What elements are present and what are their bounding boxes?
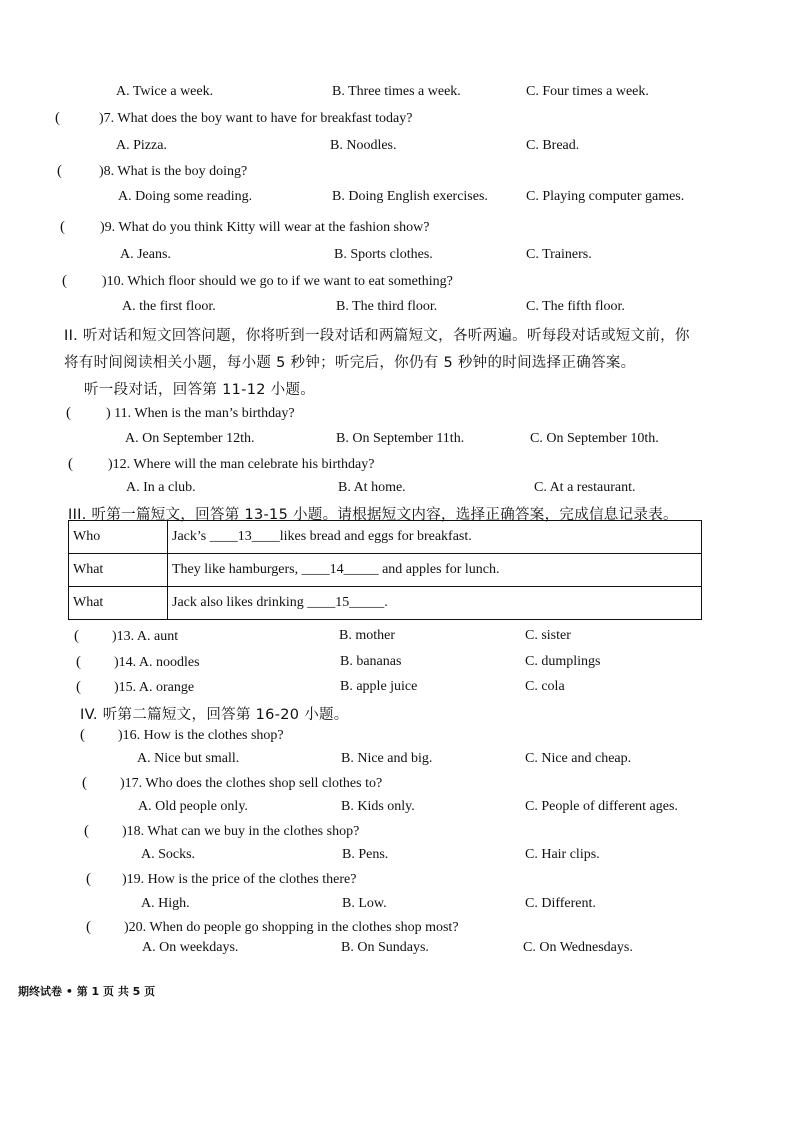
- q9-option-c: C. Trainers.: [526, 247, 592, 262]
- q13-option-b: B. mother: [339, 628, 395, 643]
- q8-option-c: C. Playing computer games.: [526, 189, 685, 204]
- answer-paren: (: [82, 775, 87, 791]
- q9-option-a: A. Jeans.: [120, 247, 171, 262]
- question-9: )9. What do you think Kitty will wear at the fashion show?: [100, 220, 430, 235]
- table-text-cell: They like hamburgers, ____14_____ and apples for lunch.: [168, 554, 702, 587]
- table-text-cell: Jack also likes drinking ____15_____.: [168, 587, 702, 620]
- section-2-instructions-line1: II. 听对话和短文回答问题，你将听到一段对话和两篇短文，各听两遍。听每段对话或短文前，你: [64, 328, 690, 344]
- answer-paren: (: [86, 871, 91, 887]
- q8-option-a: A. Doing some reading.: [118, 189, 253, 204]
- table-label-cell: Who: [69, 521, 168, 554]
- q6-option-b: B. Three times a week.: [332, 84, 461, 99]
- q18-option-b: B. Pens.: [342, 847, 389, 862]
- question-14: )14. A. noodles: [114, 655, 200, 670]
- answer-paren: (: [84, 823, 89, 839]
- q19-option-b: B. Low.: [342, 896, 387, 911]
- answer-paren: (: [55, 110, 60, 126]
- question-18: )18. What can we buy in the clothes shop?: [122, 824, 360, 839]
- information-table: [68, 520, 702, 620]
- q14-option-c: C. dumplings: [525, 654, 601, 669]
- q20-option-c: C. On Wednesdays.: [523, 940, 633, 955]
- q6-option-c: C. Four times a week.: [526, 84, 649, 99]
- table-row: [69, 521, 702, 554]
- question-11: ) 11. When is the man’s birthday?: [106, 406, 295, 421]
- table-row: [69, 554, 702, 587]
- answer-paren: (: [66, 405, 71, 421]
- q15-option-c: C. cola: [525, 679, 565, 694]
- table-label-cell: What: [69, 554, 168, 587]
- answer-paren: (: [68, 456, 73, 472]
- q10-option-a: A. the first floor.: [122, 299, 216, 314]
- q12-option-c: C. At a restaurant.: [534, 480, 636, 495]
- q12-option-b: B. At home.: [338, 480, 406, 495]
- answer-paren: (: [62, 273, 67, 289]
- q19-option-a: A. High.: [141, 896, 190, 911]
- q9-option-b: B. Sports clothes.: [334, 247, 433, 262]
- question-16: )16. How is the clothes shop?: [118, 728, 284, 743]
- question-20: )20. When do people go shopping in the clothes shop most?: [124, 920, 459, 935]
- answer-paren: (: [60, 219, 65, 235]
- question-10: )10. Which floor should we go to if we want to eat something?: [102, 274, 453, 289]
- q12-option-a: A. In a club.: [126, 480, 196, 495]
- question-12: )12. Where will the man celebrate his birthday?: [108, 457, 375, 472]
- q7-option-a: A. Pizza.: [116, 138, 167, 153]
- q17-option-b: B. Kids only.: [341, 799, 415, 814]
- q18-option-c: C. Hair clips.: [525, 847, 600, 862]
- table-label-cell: What: [69, 587, 168, 620]
- q7-option-c: C. Bread.: [526, 138, 580, 153]
- q15-option-b: B. apple juice: [340, 679, 418, 694]
- section-3-instructions: III. 听第一篇短文，回答第 13-15 小题。请根据短文内容，选择正确答案，完成信息记录表。: [68, 507, 678, 523]
- answer-paren: (: [80, 727, 85, 743]
- answer-paren: (: [86, 919, 91, 935]
- table-text-cell: Jack’s ____13____likes bread and eggs for breakfast.: [168, 521, 702, 554]
- q11-option-a: A. On September 12th.: [125, 431, 255, 446]
- q11-option-b: B. On September 11th.: [336, 431, 465, 446]
- q18-option-a: A. Socks.: [141, 847, 196, 862]
- table-row: [69, 587, 702, 620]
- q10-option-b: B. The third floor.: [336, 299, 438, 314]
- answer-paren: (: [74, 628, 79, 644]
- section-4-instructions: IV. 听第二篇短文，回答第 16-20 小题。: [80, 707, 349, 723]
- question-19: )19. How is the price of the clothes there?: [122, 872, 357, 887]
- question-17: )17. Who does the clothes shop sell clothes to?: [120, 776, 383, 791]
- q20-option-b: B. On Sundays.: [341, 940, 429, 955]
- question-7: )7. What does the boy want to have for breakfast today?: [99, 111, 413, 126]
- answer-paren: (: [76, 654, 81, 670]
- answer-paren: (: [57, 163, 62, 179]
- q10-option-c: C. The fifth floor.: [526, 299, 625, 314]
- q17-option-c: C. People of different ages.: [525, 799, 678, 814]
- q8-option-b: B. Doing English exercises.: [332, 189, 488, 204]
- question-15: )15. A. orange: [114, 680, 195, 695]
- q13-option-c: C. sister: [525, 628, 571, 643]
- q17-option-a: A. Old people only.: [138, 799, 248, 814]
- q16-option-c: C. Nice and cheap.: [525, 751, 632, 766]
- question-13: )13. A. aunt: [112, 629, 179, 644]
- q14-option-b: B. bananas: [340, 654, 402, 669]
- q7-option-b: B. Noodles.: [330, 138, 397, 153]
- answer-paren: (: [76, 679, 81, 695]
- question-8: )8. What is the boy doing?: [99, 164, 248, 179]
- page-footer: 期终试卷 • 第 1 页 共 5 页: [18, 985, 156, 998]
- q19-option-c: C. Different.: [525, 896, 596, 911]
- q11-option-c: C. On September 10th.: [530, 431, 659, 446]
- q16-option-a: A. Nice but small.: [137, 751, 240, 766]
- q20-option-a: A. On weekdays.: [142, 940, 239, 955]
- section-2-instructions-line2: 将有时间阅读相关小题，每小题 5 秒钟；听完后，你仍有 5 秒钟的时间选择正确答案。: [64, 355, 636, 371]
- section-2-dialogue-heading: 听一段对话，回答第 11-12 小题。: [84, 382, 316, 398]
- q16-option-b: B. Nice and big.: [341, 751, 433, 766]
- q6-option-a: A. Twice a week.: [116, 84, 214, 99]
